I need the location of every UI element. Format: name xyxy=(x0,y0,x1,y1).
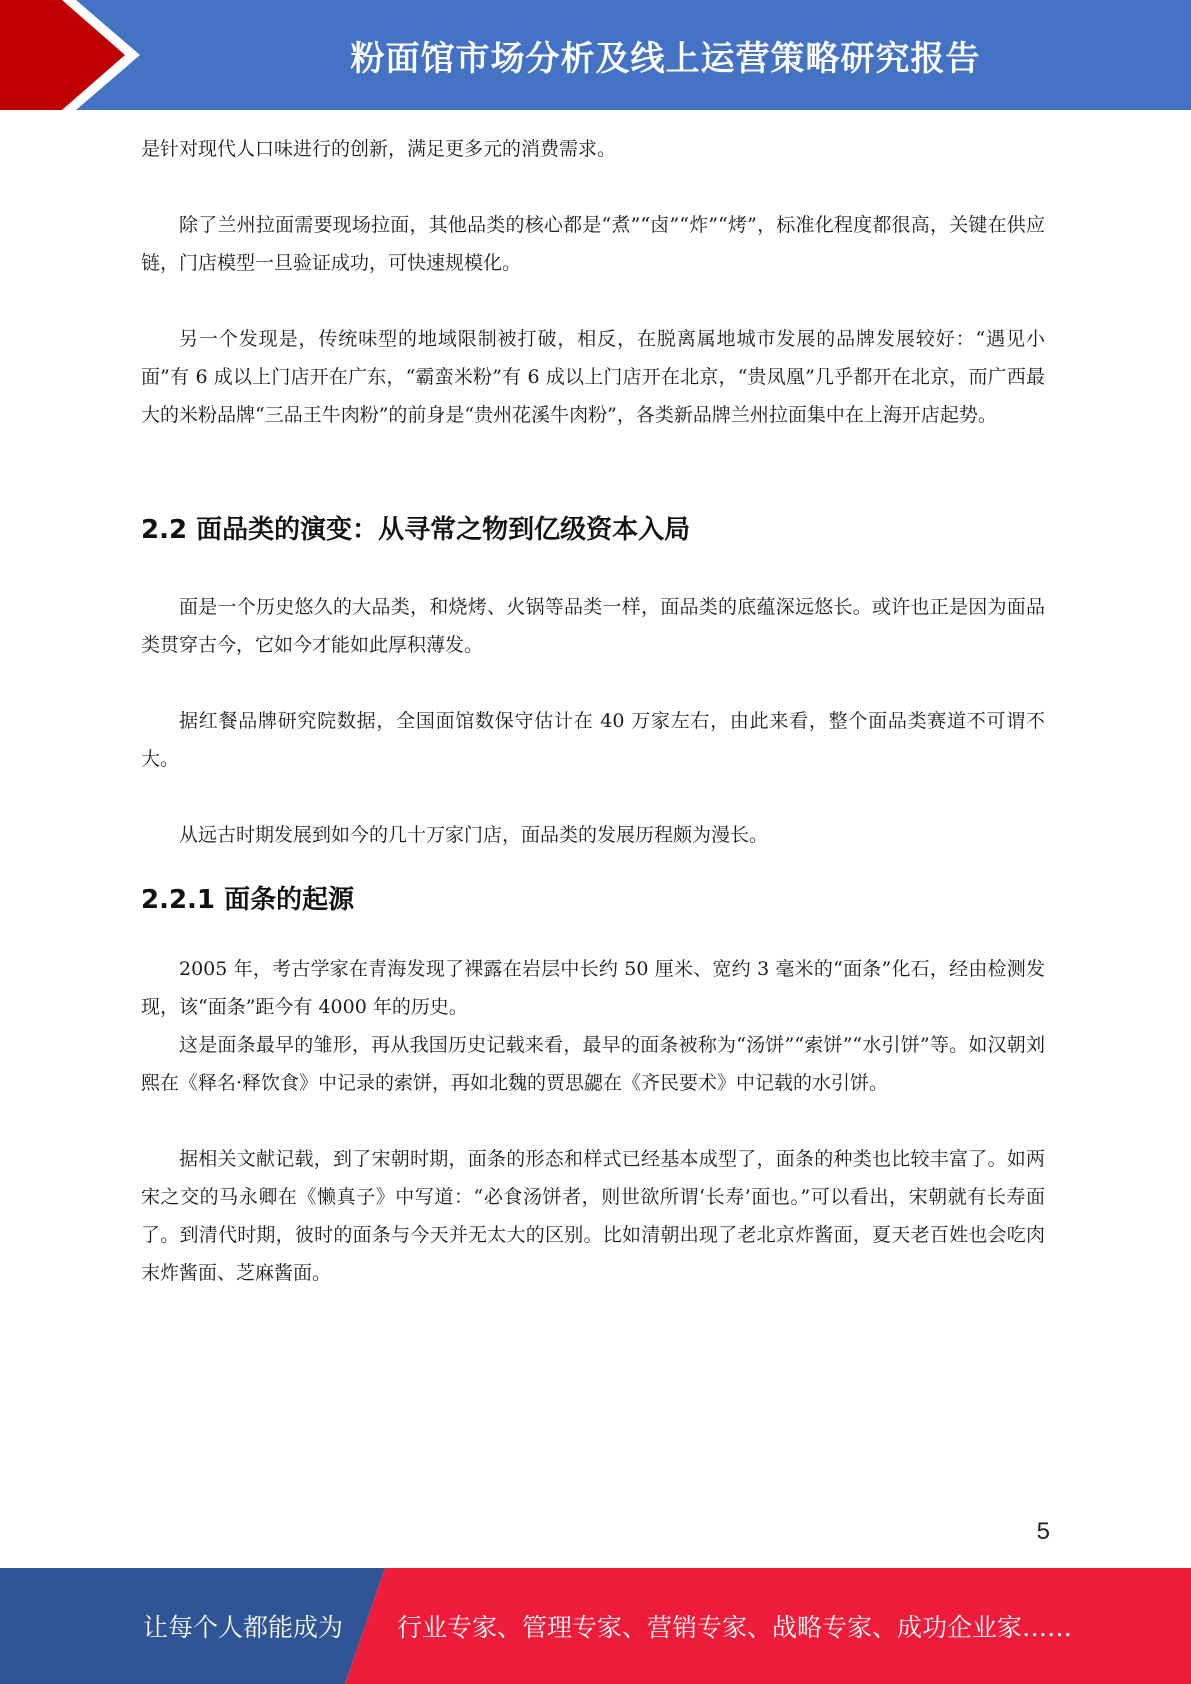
paragraph: 除了兰州拉面需要现场拉面，其他品类的核心都是“煮”“卤”“炸”“烤”，标准化程度都很高，关键在供应链，门店模型一旦验证成功，可快速规模化。 xyxy=(141,214,1045,274)
section-heading: 2.2 面品类的演变：从寻常之物到亿级资本入局 xyxy=(141,515,691,545)
paragraph: 另一个发现是，传统味型的地域限制被打破，相反，在脱离属地城市发展的品牌发展较好：“遇见小面”有 6 成以上门店开在广东，“霸蛮米粉”有 6 成以上门店开在北京，“贵凤凰”几乎都开在北京，而广西最大的米粉品牌“三品王牛肉粉”的前身是“贵州花溪牛肉粉”，各类新品牌兰州拉面集中在上海开店起势。 xyxy=(141,328,1045,426)
paragraph: 这是面条最早的雏形，再从我国历史记载来看，最早的面条被称为“汤饼”“索饼”“水引饼”等。如汉朝刘熙在《释名·释饮食》中记录的索饼，再如北魏的贾思勰在《齐民要术》中记载的水引饼。 xyxy=(141,1034,1045,1094)
paragraph: 是针对现代人口味进行的创新，满足更多元的消费需求。 xyxy=(141,138,617,160)
footer-slogan-right: 行业专家、管理专家、营销专家、战略专家、成功企业家…… xyxy=(397,1613,1073,1642)
report-title: 粉面馆市场分析及线上运营策略研究报告 xyxy=(350,38,981,79)
paragraph: 2005 年，考古学家在青海发现了裸露在岩层中长约 50 厘米、宽约 3 毫米的“面条”化石，经由检测发现，该“面条”距今有 4000 年的历史。 xyxy=(141,958,1045,1018)
subsection-heading: 2.2.1 面条的起源 xyxy=(141,885,355,915)
footer-slogan-left: 让每个人都能成为 xyxy=(143,1613,344,1642)
page-content xyxy=(141,130,1045,1292)
page-header xyxy=(0,0,1191,110)
paragraph: 面是一个历史悠久的大品类，和烧烤、火锅等品类一样，面品类的底蕴深远悠长。或许也正是因为面品类贯穿古今，它如今才能如此厚积薄发。 xyxy=(141,596,1045,656)
header-arrow-decoration xyxy=(0,0,150,110)
paragraph: 从远古时期发展到如今的几十万家门店，面品类的发展历程颇为漫长。 xyxy=(179,824,769,846)
paragraph: 据相关文献记载，到了宋朝时期，面条的形态和样式已经基本成型了，面条的种类也比较丰富了。如两宋之交的马永卿在《懒真子》中写道：“必食汤饼者，则世欲所谓‘长寿’面也。”可以看出，宋朝就有长寿面了。到清代时期，彼时的面条与今天并无太大的区别。比如清朝出现了老北京炸酱面，夏天老百姓也会吃肉末炸酱面、芝麻酱面。 xyxy=(141,1148,1045,1284)
page-footer xyxy=(0,1568,1191,1684)
page-number: 5 xyxy=(1036,1518,1050,1545)
paragraph: 据红餐品牌研究院数据，全国面馆数保守估计在 40 万家左右，由此来看，整个面品类赛道不可谓不大。 xyxy=(141,710,1045,770)
